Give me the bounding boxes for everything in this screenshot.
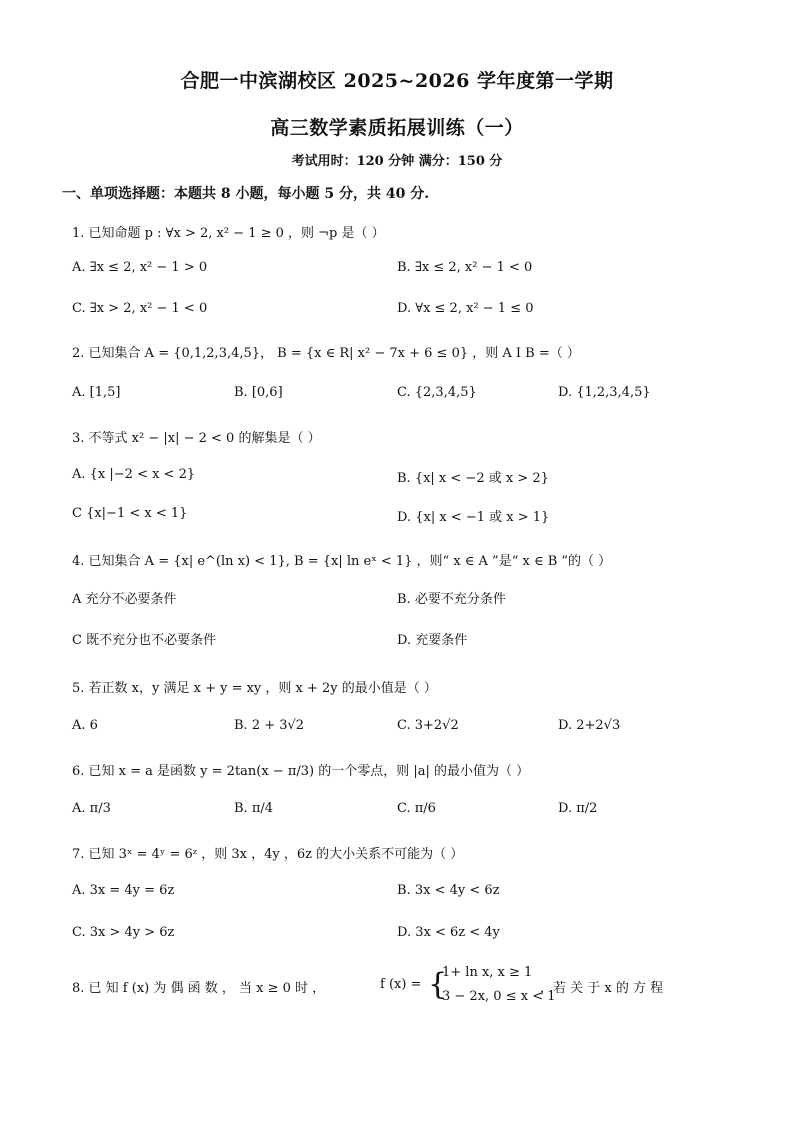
question-7-stem: 7. 已知 3ˣ = 4ʸ = 6ᶻ ，则 3x ，4y ，6z 的大小关系不可能为（ ） xyxy=(72,847,464,862)
question-4-option-b: B. 必要不充分条件 xyxy=(397,592,506,607)
question-6-option-a: A. π/3 xyxy=(72,801,111,816)
question-8-piece-line-2: 3 − 2x, 0 ≤ x < 1 xyxy=(442,989,556,1004)
question-6-stem: 6. 已知 x = a 是函数 y = 2tan(x − π/3) 的一个零点，则 |a| 的最小值为（ ） xyxy=(72,764,530,779)
question-6-option-c: C. π/6 xyxy=(397,801,436,816)
question-7-option-a: A. 3x = 4y = 6z xyxy=(72,883,175,898)
exam-subtitle: 高三数学素质拓展训练（一） xyxy=(270,117,524,139)
question-3-option-b: B. {x| x < −2 或 x > 2} xyxy=(397,471,549,486)
question-7-option-c: C. 3x > 4y > 6z xyxy=(72,925,175,940)
question-3-option-a: A. {x |−2 < x < 2} xyxy=(72,467,196,482)
exam-info: 考试用时：120 分钟 满分：150 分 xyxy=(291,154,503,169)
question-8-fx-label: f (x) = xyxy=(380,977,422,992)
question-6-option-b: B. π/4 xyxy=(234,801,274,816)
question-4-option-d: D. 充要条件 xyxy=(397,633,468,648)
question-5-option-c: C. 3+2√2 xyxy=(397,718,459,733)
question-4-option-a: A 充分不必要条件 xyxy=(72,592,177,607)
question-5-stem: 5. 若正数 x，y 满足 x + y = xy ，则 x + 2y 的最小值是（ ） xyxy=(72,681,437,696)
question-1-option-a: A. ∃x ≤ 2, x² − 1 > 0 xyxy=(72,260,208,275)
question-1-option-d: D. ∀x ≤ 2, x² − 1 ≤ 0 xyxy=(397,301,534,316)
question-8-piece-line-1: 1+ ln x, x ≥ 1 xyxy=(442,965,533,980)
question-7-option-b: B. 3x < 4y < 6z xyxy=(397,883,500,898)
question-6-option-d: D. π/2 xyxy=(558,801,598,816)
question-8-stem-left: 8. 已 知 f (x) 为 偶 函 数 ， 当 x ≥ 0 时 ， xyxy=(72,981,326,996)
question-5-option-b: B. 2 + 3√2 xyxy=(234,718,305,733)
section-heading: 一、单项选择题：本题共 8 小题，每小题 5 分，共 40 分. xyxy=(62,186,430,202)
question-2-stem: 2. 已知集合 A = {0,1,2,3,4,5}， B = {x ∈ R| x² − 7x + 6 ≤ 0} ，则 A I B =（ ） xyxy=(72,346,580,361)
question-3-stem: 3. 不等式 x² − |x| − 2 < 0 的解集是（ ） xyxy=(72,431,321,446)
exam-title: 合肥一中滨湖校区 2025~2026 学年度第一学期 xyxy=(180,70,614,92)
question-2-option-b: B. [0,6] xyxy=(234,385,283,400)
question-2-option-a: A. [1,5] xyxy=(72,385,121,400)
question-5-option-a: A. 6 xyxy=(72,718,98,733)
question-8-stem-right: ，若 关 于 x 的 方 程 xyxy=(540,981,664,996)
question-1-stem: 1. 已知命题 p : ∀x > 2, x² − 1 ≥ 0 ，则 ¬p 是（ ） xyxy=(72,226,385,241)
question-4-stem: 4. 已知集合 A = {x| e^(ln x) < 1}, B = {x| ln eˣ < 1} ，则“ x ∈ A ”是“ x ∈ B ”的（ ） xyxy=(72,554,612,569)
question-1-option-c: C. ∃x > 2, x² − 1 < 0 xyxy=(72,301,208,316)
question-3-option-d: D. {x| x < −1 或 x > 1} xyxy=(397,510,550,525)
question-2-option-d: D. {1,2,3,4,5} xyxy=(558,385,651,400)
question-5-option-d: D. 2+2√3 xyxy=(558,718,621,733)
question-3-option-c: C {x|−1 < x < 1} xyxy=(72,506,188,521)
piecewise-brace: { xyxy=(428,967,448,1002)
question-4-option-c: C 既不充分也不必要条件 xyxy=(72,633,217,648)
question-7-option-d: D. 3x < 6z < 4y xyxy=(397,925,500,940)
question-1-option-b: B. ∃x ≤ 2, x² − 1 < 0 xyxy=(397,260,533,275)
question-2-option-c: C. {2,3,4,5} xyxy=(397,385,477,400)
